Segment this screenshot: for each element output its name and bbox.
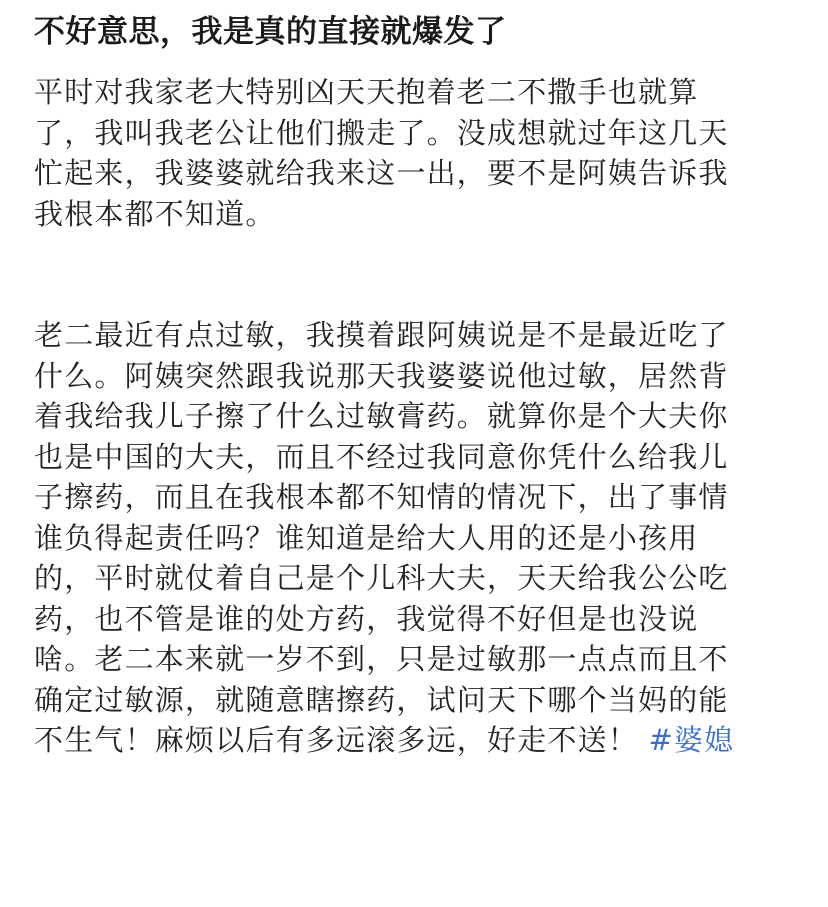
text-line: 也是中国的大夫，而且不经过我同意你凭什么给我儿 <box>34 439 729 474</box>
text-line: 啥。老二本来就一岁不到，只是过敏那一点点而且不 <box>34 642 729 676</box>
text-line: 平时对我家老大特别凶天天抱着老二不撒手也就算 <box>34 75 699 109</box>
last-line-text: 不生气！麻烦以后有多远滚多远，好走不送！ <box>34 723 639 757</box>
text-line: 了，我叫我老公让他们搬走了。没成想就过年这几天 <box>34 115 729 150</box>
text-line: 子擦药，而且在我根本都不知情的情况下，出了事情 <box>34 480 729 514</box>
post-paragraph-2 <box>34 315 804 761</box>
text-line: 药，也不管是谁的处方药，我觉得不好但是也没说 <box>34 601 699 636</box>
hashtag-link[interactable]: #婆媳 <box>648 723 735 757</box>
text-line: 忙起来，我婆婆就给我来这一出，要不是阿姨告诉我 <box>34 156 729 190</box>
text-line: 谁负得起责任吗？谁知道是给大人用的还是小孩用 <box>34 520 699 555</box>
text-line: 的，平时就仗着自己是个儿科大夫，天天给我公公吃 <box>34 561 729 595</box>
post-paragraph-1 <box>34 72 804 234</box>
text-line: 我根本都不知道。 <box>34 196 276 231</box>
text-line: 老二最近有点过敏，我摸着跟阿姨说是不是最近吃了 <box>34 318 729 352</box>
post-content <box>34 0 804 761</box>
text-line: 什么。阿姨突然跟我说那天我婆婆说他过敏，居然背 <box>34 358 729 393</box>
text-line: 确定过敏源，就随意瞎擦药，试问天下哪个当妈的能 <box>34 682 729 717</box>
post-title: 不好意思，我是真的直接就爆发了 <box>34 14 507 50</box>
text-line-last <box>34 720 804 761</box>
text-line: 着我给我儿子擦了什么过敏膏药。就算你是个大夫你 <box>34 399 729 433</box>
